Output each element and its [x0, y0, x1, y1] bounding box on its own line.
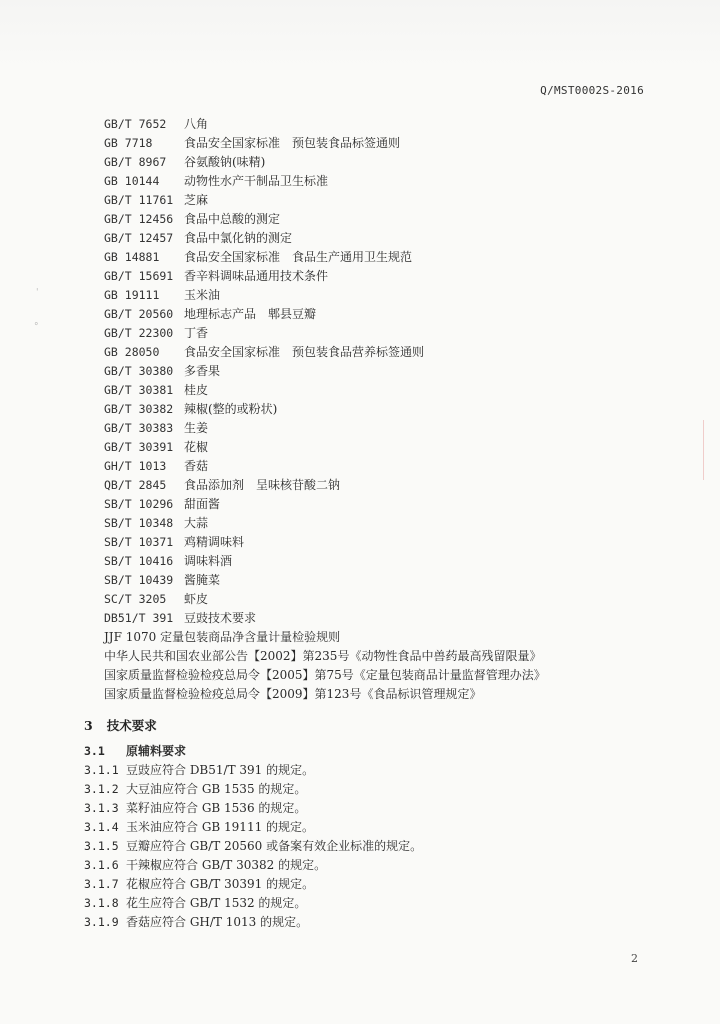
- reference-title: 甜面酱: [184, 497, 221, 511]
- reference-code: GB 7718: [104, 136, 153, 150]
- reference-code: GB/T 8967: [104, 155, 167, 169]
- reference-code: GB/T 30381: [104, 383, 174, 397]
- reference-title: 多香果: [184, 364, 221, 378]
- clause-number: 3.1.6: [84, 858, 119, 872]
- scan-speck: ': [36, 288, 39, 298]
- clause-number: 3.1.9: [84, 915, 119, 929]
- reference-code: SB/T 10348: [104, 516, 174, 530]
- section-heading: [84, 716, 157, 734]
- requirement-item: [84, 856, 422, 875]
- reference-item: [104, 514, 546, 533]
- reference-code: SB/T 10416: [104, 554, 174, 568]
- reference-title: 鸡精调味料: [184, 535, 245, 549]
- reference-title: 大蒜: [184, 516, 209, 530]
- reference-item: [104, 419, 546, 438]
- requirement-item: [84, 761, 422, 780]
- clause-number: 3.1.4: [84, 820, 119, 834]
- clause-text: 菜籽油应符合 GB 1536 的规定。: [126, 801, 307, 815]
- reference-item: [104, 533, 546, 552]
- reference-code: GB/T 22300: [104, 326, 174, 340]
- reference-title: 食品安全国家标准 预包装食品营养标签通则: [184, 345, 425, 359]
- clause-text: 大豆油应符合 GB 1535 的规定。: [126, 782, 307, 796]
- reference-item: [104, 324, 546, 343]
- reference-title: 辣椒(整的或粉状): [184, 402, 278, 416]
- clause-number: 3.1.5: [84, 839, 119, 853]
- reference-item: [104, 305, 546, 324]
- reference-title: 玉米油: [184, 288, 221, 302]
- requirement-item: [84, 837, 422, 856]
- reference-code: GB/T 11761: [104, 193, 174, 207]
- page-number: 2: [631, 952, 638, 965]
- reference-code: GB 10144: [104, 174, 160, 188]
- clause-text: 豆豉应符合 DB51/T 391 的规定。: [126, 763, 315, 777]
- reference-code: GB/T 12456: [104, 212, 174, 226]
- requirement-item: [84, 818, 422, 837]
- reference-code: GB/T 15691: [104, 269, 174, 283]
- reference-code: SC/T 3205: [104, 592, 167, 606]
- scan-speck: °: [34, 322, 39, 332]
- requirement-item: [84, 742, 422, 761]
- reference-item: [104, 495, 546, 514]
- clause-text: 花生应符合 GB/T 1532 的规定。: [126, 896, 307, 910]
- reference-title: 地理标志产品 郫县豆瓣: [184, 307, 317, 321]
- reference-item: [104, 590, 546, 609]
- reference-title: 食品中氯化钠的测定: [184, 231, 293, 245]
- section-title: 技术要求: [106, 718, 157, 733]
- regulation-item: 中华人民共和国农业部公告【2002】第235号《动物性食品中兽药最高残留限量》: [104, 649, 542, 663]
- reference-item: [104, 153, 546, 172]
- reference-item: [104, 134, 546, 153]
- standard-code: Q/MST0002S-2016: [540, 84, 644, 97]
- clause-number: 3.1.2: [84, 782, 119, 796]
- reference-item: [104, 343, 546, 362]
- reference-title: 八角: [184, 117, 209, 131]
- requirements-list: [84, 742, 422, 932]
- reference-title: 花椒: [184, 440, 209, 454]
- reference-title: 食品添加剂 呈味核苷酸二钠: [184, 478, 341, 492]
- scan-shadow: [0, 0, 720, 70]
- reference-item: [104, 286, 546, 305]
- regulation-item: 国家质量监督检验检疫总局令【2009】第123号《食品标识管理规定》: [104, 687, 482, 701]
- reference-title: 桂皮: [184, 383, 209, 397]
- clause-number: 3.1.1: [84, 763, 119, 777]
- reference-item: [104, 400, 546, 419]
- reference-title: 动物性水产干制品卫生标准: [184, 174, 329, 188]
- reference-code: SB/T 10371: [104, 535, 174, 549]
- reference-title: 丁香: [184, 326, 209, 340]
- reference-code: SB/T 10439: [104, 573, 174, 587]
- clause-number: 3.1.3: [84, 801, 119, 815]
- reference-code: GB/T 30382: [104, 402, 174, 416]
- reference-title: 食品安全国家标准 食品生产通用卫生规范: [184, 250, 413, 264]
- clause-text: 原辅料要求: [126, 744, 187, 758]
- reference-title: 虾皮: [184, 592, 209, 606]
- requirement-item: [84, 913, 422, 932]
- reference-code: GB/T 30383: [104, 421, 174, 435]
- reference-title: 香辛料调味品通用技术条件: [184, 269, 329, 283]
- regulation-item: JJF 1070 定量包装商品净含量计量检验规则: [104, 630, 341, 644]
- clause-number: 3.1: [84, 744, 105, 758]
- clause-text: 豆瓣应符合 GB/T 20560 或备案有效企业标准的规定。: [126, 839, 423, 853]
- reference-list: [104, 115, 546, 704]
- requirement-item: [84, 875, 422, 894]
- reference-item: [104, 571, 546, 590]
- requirement-item: [84, 894, 422, 913]
- reference-item: [104, 381, 546, 400]
- reference-code: GB/T 20560: [104, 307, 174, 321]
- reference-item: [104, 457, 546, 476]
- reference-code: SB/T 10296: [104, 497, 174, 511]
- reference-item: [104, 191, 546, 210]
- reference-code: DB51/T 391: [104, 611, 174, 625]
- clause-text: 玉米油应符合 GB 19111 的规定。: [126, 820, 315, 834]
- requirement-item: [84, 780, 422, 799]
- reference-code: GB 19111: [104, 288, 160, 302]
- reference-code: GB/T 30391: [104, 440, 174, 454]
- reference-item: [104, 362, 546, 381]
- reference-title: 酱腌菜: [184, 573, 221, 587]
- reference-item: [104, 172, 546, 191]
- reference-item: [104, 229, 546, 248]
- regulation-item: 国家质量监督检验检疫总局令【2005】第75号《定量包装商品计量监督管理办法》: [104, 668, 546, 682]
- reference-item: [104, 248, 546, 267]
- reference-title: 食品中总酸的测定: [184, 212, 281, 226]
- reference-title: 豆豉技术要求: [184, 611, 257, 625]
- reference-item: [104, 115, 546, 134]
- reference-item: [104, 210, 546, 229]
- reference-item: [104, 609, 546, 628]
- reference-item: [104, 438, 546, 457]
- reference-title: 香菇: [184, 459, 209, 473]
- section-number: 3: [84, 718, 93, 733]
- reference-code: GB 28050: [104, 345, 160, 359]
- reference-item: [104, 267, 546, 286]
- reference-code: GB/T 12457: [104, 231, 174, 245]
- reference-code: GH/T 1013: [104, 459, 167, 473]
- stamp-edge: [703, 420, 720, 480]
- reference-item: [104, 552, 546, 571]
- clause-text: 干辣椒应符合 GB/T 30382 的规定。: [126, 858, 327, 872]
- clause-number: 3.1.7: [84, 877, 119, 891]
- reference-code: GB 14881: [104, 250, 160, 264]
- reference-title: 调味料酒: [184, 554, 233, 568]
- reference-code: GB/T 30380: [104, 364, 174, 378]
- clause-text: 香菇应符合 GH/T 1013 的规定。: [126, 915, 309, 929]
- reference-code: GB/T 7652: [104, 117, 167, 131]
- clause-number: 3.1.8: [84, 896, 119, 910]
- reference-title: 芝麻: [184, 193, 209, 207]
- reference-title: 食品安全国家标准 预包装食品标签通则: [184, 136, 401, 150]
- reference-item: [104, 476, 546, 495]
- requirement-item: [84, 799, 422, 818]
- reference-code: QB/T 2845: [104, 478, 167, 492]
- reference-title: 谷氨酸钠(味精): [184, 155, 266, 169]
- clause-text: 花椒应符合 GB/T 30391 的规定。: [126, 877, 315, 891]
- reference-title: 生姜: [184, 421, 209, 435]
